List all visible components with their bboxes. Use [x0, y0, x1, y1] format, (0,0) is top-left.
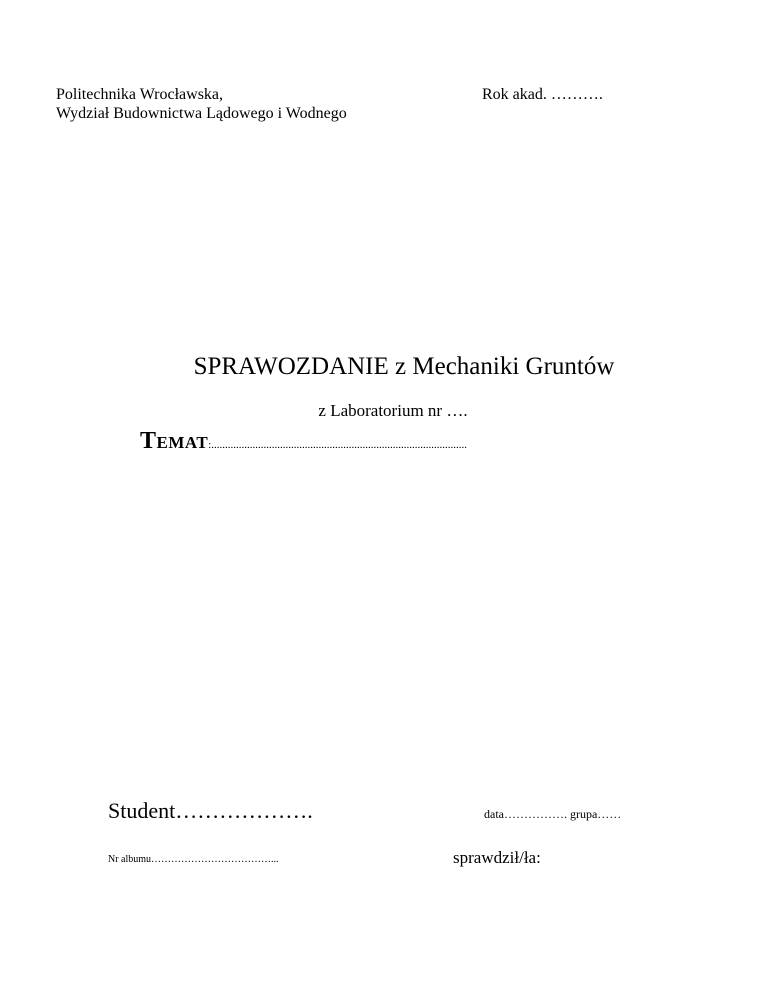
university-name: Politechnika Wrocławska, — [56, 86, 224, 103]
laboratory-number: z Laboratorium nr …. — [318, 401, 468, 420]
student-field: Student………………. — [108, 798, 313, 823]
topic-dots: :............................................................................................. — [208, 439, 468, 451]
topic-field — [140, 428, 467, 458]
date-group-field: data……………. grupa…… — [484, 807, 622, 821]
checked-by-field: sprawdził/ła: — [453, 848, 541, 867]
album-number-field: Nr albumu………………………………... — [108, 854, 279, 865]
topic-label: Temat — [140, 428, 209, 454]
report-title: SPRAWOZDANIE z Mechaniki Gruntów — [193, 353, 615, 380]
header-institution — [56, 85, 347, 123]
faculty-name: Wydział Budownictwa Lądowego i Wodnego — [56, 105, 347, 122]
academic-year-field: Rok akad. ………. — [482, 86, 603, 103]
